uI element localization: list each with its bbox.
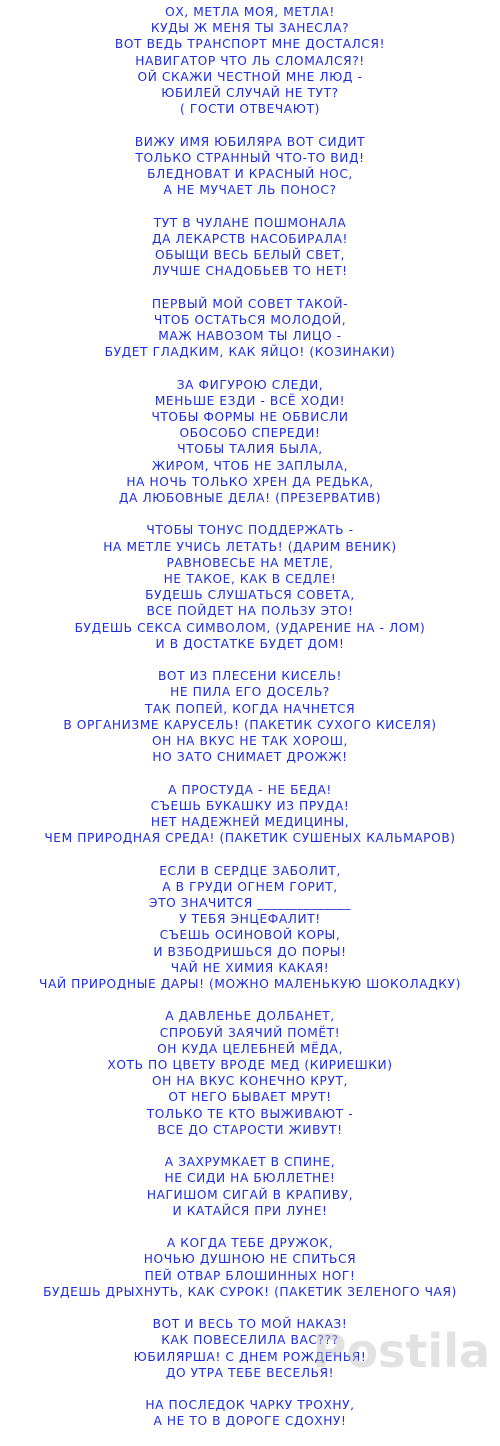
poem-line: КУДЫ Ж МЕНЯ ТЫ ЗАНЕСЛА?	[150, 21, 350, 36]
poem-stanza	[0, 377, 500, 507]
poem-line: РАВНОВЕСЬЕ НА МЕТЛЕ,	[166, 555, 334, 570]
poem-stanza	[0, 215, 500, 280]
poem-line: ТОЛЬКО ТЕ КТО ВЫЖИВАЮТ -	[146, 1106, 354, 1121]
poem-line: А ДАВЛЕНЬЕ ДОЛБАНЕТ,	[165, 1009, 335, 1024]
poem-line: МАЖ НАВОЗОМ ТЫ ЛИЦО -	[158, 329, 342, 344]
poem-stanza	[0, 1397, 500, 1429]
poem-stanza	[0, 863, 500, 993]
poem-line: ВСЕ ДО СТАРОСТИ ЖИВУТ!	[157, 1122, 343, 1137]
poem-line: СЪЕШЬ ОСИНОВОЙ КОРЫ,	[159, 928, 341, 943]
poem-line: ПЕРВЫЙ МОЙ СОВЕТ ТАКОЙ-	[151, 296, 349, 311]
poem-line: ЛУЧШЕ СНАДОБЬЕВ ТО НЕТ!	[152, 264, 348, 279]
poem-line: И В ДОСТАТКЕ БУДЕТ ДОМ!	[155, 636, 345, 651]
poem-line: ЧТОБ ОСТАТЬСЯ МОЛОДОЙ,	[153, 312, 347, 327]
poem-line: ЧТОБЫ ТОНУС ПОДДЕРЖАТЬ -	[146, 523, 354, 538]
poem-line: А ПРОСТУДА - НЕ БЕДА!	[168, 782, 332, 797]
poem-line: ЖИРОМ, ЧТОБ НЕ ЗАПЛЫЛА,	[151, 458, 349, 473]
poem-line: БУДЕТ ГЛАДКИМ, КАК ЯЙЦО! (КОЗИНАКИ)	[104, 345, 396, 360]
poem-line: ВОТ И ВЕСЬ ТО МОЙ НАКАЗ!	[152, 1317, 348, 1332]
poem-line: ЮБИЛЕЙ СЛУЧАЙ НЕ ТУТ?	[161, 86, 339, 101]
poem-line: ПЕЙ ОТВАР БЛОШИННЫХ НОГ!	[144, 1268, 356, 1283]
poem-line: НА НОЧЬ ТОЛЬКО ХРЕН ДА РЕДЬКА,	[126, 474, 374, 489]
poem-line: НЕ СИДИ НА БЮЛЛЕТНЕ!	[164, 1171, 336, 1186]
poem-line: ОН КУДА ЦЕЛЕБНЕЙ МЁДА,	[157, 1041, 343, 1056]
poem-line: ТУТ В ЧУЛАНЕ ПОШМОНАЛА	[153, 215, 347, 230]
poem-line: А КОГДА ТЕБЕ ДРУЖОК,	[166, 1236, 334, 1251]
poem-stanza	[0, 4, 500, 117]
poem-line: СЪЕШЬ БУКАШКУ ИЗ ПРУДА!	[150, 798, 350, 813]
poem-line: НА МЕТЛЕ УЧИСЬ ЛЕТАТЬ! (ДАРИМ ВЕНИК)	[103, 539, 397, 554]
poem-line: И КАТАЙСЯ ПРИ ЛУНЕ!	[172, 1203, 328, 1218]
poem-stanza	[0, 134, 500, 199]
poem-line: А НЕ МУЧАЕТ ЛЬ ПОНОС?	[163, 183, 337, 198]
watermark: Postila	[312, 1324, 490, 1378]
poem-line: ОН НА ВКУС НЕ ТАК ХОРОШ,	[151, 734, 349, 749]
poem-line: ДА ЛЮБОВНЫЕ ДЕЛА! (ПРЕЗЕРВАТИВ)	[118, 491, 382, 506]
poem-line: НОЧЬЮ ДУШНОЮ НЕ СПИТЬСЯ	[143, 1252, 357, 1267]
poem-stanza	[0, 522, 500, 652]
poem-stanza	[0, 668, 500, 765]
poem-text	[0, 4, 500, 1446]
poem-line: ЮБИЛЯРША! С ДНЕМ РОЖДЕНЬЯ!	[133, 1349, 367, 1364]
poem-line: ТОЛЬКО СТРАННЫЙ ЧТО-ТО ВИД!	[135, 150, 365, 165]
poem-line: ДО УТРА ТЕБЕ ВЕСЕЛЬЯ!	[165, 1365, 335, 1380]
poem-line: ВСЕ ПОЙДЕТ НА ПОЛЬЗУ ЭТО!	[146, 604, 354, 619]
poem-line: ДА ЛЕКАРСТВ НАСОБИРАЛА!	[151, 231, 349, 246]
poem-line: ( ГОСТИ ОТВЕЧАЮТ)	[180, 102, 320, 117]
poem-stanza	[0, 296, 500, 361]
poem-line: ЕСЛИ В СЕРДЦЕ ЗАБОЛИТ,	[159, 863, 341, 878]
poem-line: НАВИГАТОР ЧТО ЛЬ СЛОМАЛСЯ?!	[135, 53, 365, 68]
poem-line: ВОТ ВЕДЬ ТРАНСПОРТ МНЕ ДОСТАЛСЯ!	[114, 37, 386, 52]
poem-line: ЧТОБЫ ФОРМЫ НЕ ОБВИСЛИ	[151, 410, 349, 425]
poem-line: ОБОСОБО СПЕРЕДИ!	[179, 426, 321, 441]
poem-line: НА ПОСЛЕДОК ЧАРКУ ТРОХНУ,	[145, 1398, 355, 1413]
poem-line: ВИЖУ ИМЯ ЮБИЛЯРА ВОТ СИДИТ	[134, 134, 366, 149]
poem-line: ВОТ ИЗ ПЛЕСЕНИ КИСЕЛЬ!	[157, 669, 343, 684]
poem-stanza	[0, 1316, 500, 1381]
poem-line: ХОТЬ ПО ЦВЕТУ ВРОДЕ МЕД (КИРИЕШКИ)	[107, 1058, 393, 1073]
poem-line: ЗА ФИГУРОЮ СЛЕДИ,	[176, 377, 324, 392]
poem-line: НЕ ПИЛА ЕГО ДОСЕЛЬ?	[170, 685, 330, 700]
poem-line: ТАК ПОПЕЙ, КОГДА НАЧНЕТСЯ	[144, 701, 356, 716]
poem-line: ОЙ СКАЖИ ЧЕСТНОЙ МНЕ ЛЮД -	[137, 69, 363, 84]
poem-line: БУДЕШЬ ДРЫХНУТЬ, КАК СУРОК! (ПАКЕТИК ЗЕЛЕНОГО ЧАЯ)	[43, 1284, 457, 1299]
poem-line: КАК ПОВЕСЕЛИЛА ВАС???	[161, 1333, 339, 1348]
poem-line: БУДЕШЬ СЛУШАТЬСЯ СОВЕТА,	[145, 588, 355, 603]
poem-stanza	[0, 1008, 500, 1138]
poem-line: БЛЕДНОВАТ И КРАСНЫЙ НОС,	[147, 167, 353, 182]
poem-line: НЕ ТАКОЕ, КАК В СЕДЛЕ!	[163, 572, 337, 587]
poem-stanza	[0, 782, 500, 847]
poem-line: ЧАЙ НЕ ХИМИЯ КАКАЯ!	[170, 960, 330, 975]
poem-stanza	[0, 1154, 500, 1219]
poem-line: А НЕ ТО В ДОРОГЕ СДОХНУ!	[153, 1414, 347, 1429]
poem-line: ЧЕМ ПРИРОДНАЯ СРЕДА! (ПАКЕТИК СУШЕНЫХ КАЛЬМАРОВ)	[44, 831, 456, 846]
poem-line: А ЗАХРУМКАЕТ В СПИНЕ,	[164, 1155, 336, 1170]
poem-stanza	[0, 1235, 500, 1300]
poem-line: В ОРГАНИЗМЕ КАРУСЕЛЬ! (ПАКЕТИК СУХОГО КИСЕЛЯ)	[63, 717, 437, 732]
poem-line: ЧТОБЫ ТАЛИЯ БЫЛА,	[177, 442, 323, 457]
poem-line: СПРОБУЙ ЗАЯЧИЙ ПОМЁТ!	[159, 1025, 341, 1040]
poem-line: ОТ НЕГО БЫВАЕТ МРУТ!	[168, 1090, 332, 1105]
poem-line: ЭТО ЗНАЧИТСЯ ______________	[148, 896, 352, 911]
poem-line: МЕНЬШЕ ЕЗДИ - ВСЁ ХОДИ!	[154, 393, 346, 408]
poem-line: ОХ, МЕТЛА МОЯ, МЕТЛА!	[165, 5, 335, 19]
poem-line: ЧАЙ ПРИРОДНЫЕ ДАРЫ! (МОЖНО МАЛЕНЬКУЮ ШОКОЛАДКУ)	[39, 977, 461, 992]
poem-line: НАГИШОМ СИГАЙ В КРАПИВУ,	[146, 1187, 354, 1202]
poem-line: БУДЕШЬ СЕКСА СИМВОЛОМ, (УДАРЕНИЕ НА - ЛОМ)	[74, 620, 426, 635]
poem-line: А В ГРУДИ ОГНЕМ ГОРИТ,	[162, 879, 338, 894]
poem-line: НЕТ НАДЕЖНЕЙ МЕДИЦИНЫ,	[150, 815, 350, 830]
poem-line: У ТЕБЯ ЭНЦЕФАЛИТ!	[179, 912, 321, 927]
poem-line: ОБЫЩИ ВЕСЬ БЕЛЫЙ СВЕТ,	[155, 248, 345, 263]
poem-line: ОН НА ВКУС КОНЕЧНО КРУТ,	[151, 1074, 349, 1089]
poem-line: НО ЗАТО СНИМАЕТ ДРОЖЖ!	[152, 750, 348, 765]
poem-line: И ВЗБОДРИШЬСЯ ДО ПОРЫ!	[153, 944, 347, 959]
